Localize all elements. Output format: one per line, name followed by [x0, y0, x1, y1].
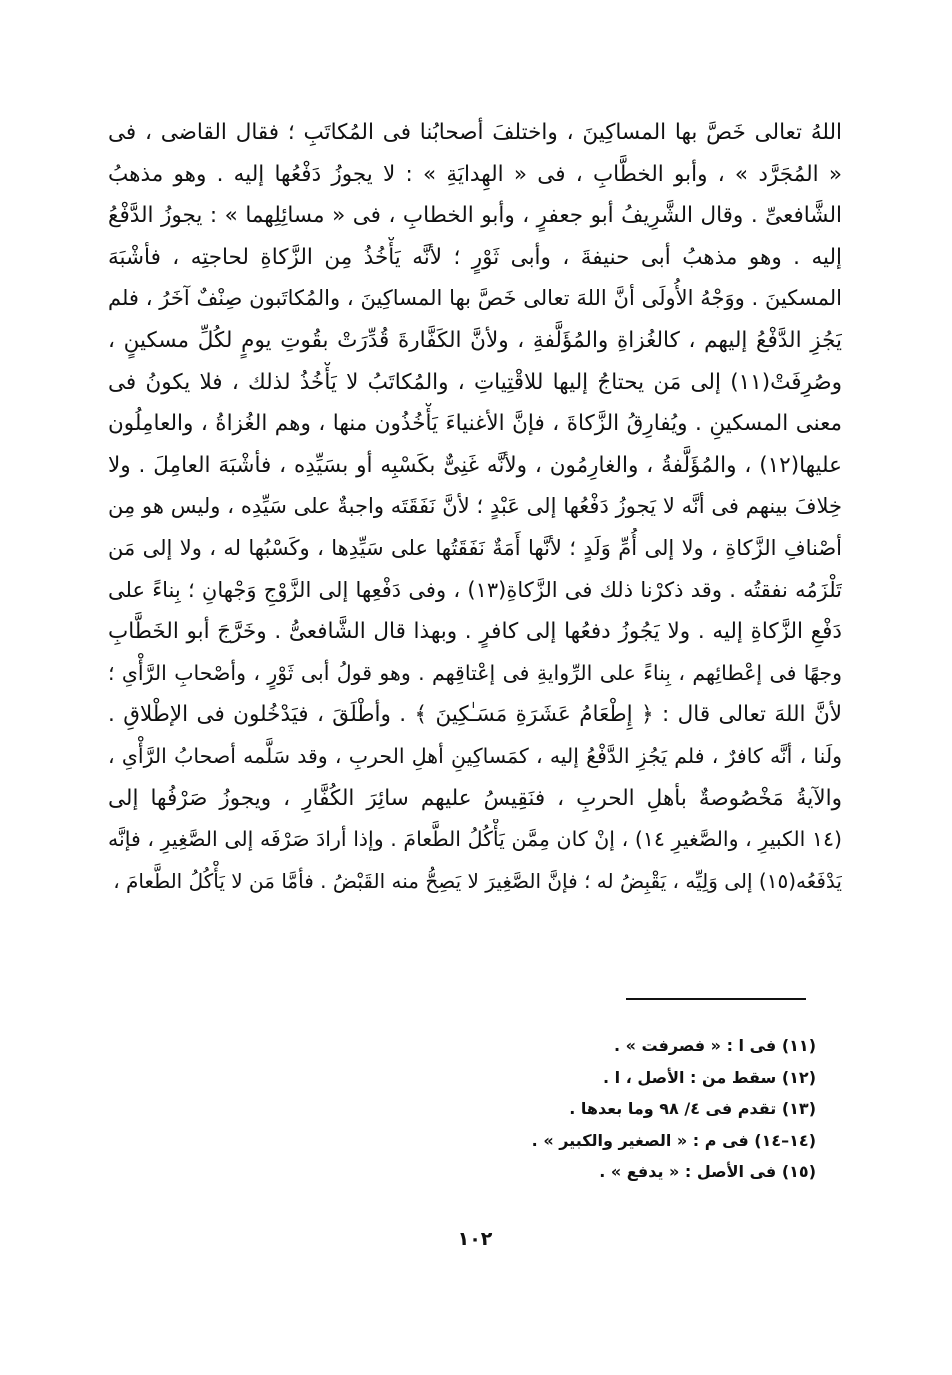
text-line: إليه . وهو مذهبُ أبى حنيفةَ ، وأبى ثَوْرٍ ؛ لأنَّه يَأْخُذُ مِن الزَّكاةِ لحاجتِه ، فأشْبَهَ: [108, 244, 842, 270]
footnote-separator: [626, 998, 806, 1000]
text-line: المسكينَ . ووَجْهُ الأُولَى أنَّ اللهَ تعالى خَصَّ بها المساكِينَ ، والمُكاتَبون صِنْفٌ آخَرُ ، فلم: [108, 286, 842, 311]
main-text-block: [108, 112, 842, 902]
text-line: اللهُ تعالى خَصَّ بها المساكِينَ ، واختلفَ أصحابُنا فى المُكاتَبِ ؛ فقال القاضى ، فى: [108, 120, 842, 145]
text-line: يَدْفَعُه(١٥) إلى وَلِيِّه ، يَقْبِضُ له ؛ فإنَّ الصَّغِيرَ لا يَصِحُّ منه القَبْضُ . فأمَّا مَن لا يَأْكُلُ الطَّعامَ ،: [113, 868, 842, 893]
footnote: (١٤–١٤) فى م : « الصغير والكبير » .: [531, 1130, 816, 1150]
text-line: وصُرِفَتْ(١١) إلى مَن يحتاجُ إليها للاقْتِياتِ ، والمُكاتَبُ لا يَأْخُذُ لذلك ، فلا يكونُ فى: [108, 369, 842, 395]
footnote: (١٥) فى الأصل : « يدفع » .: [599, 1162, 816, 1181]
text-line: « المُجَرَّد » ، وأبو الخطَّابِ ، فى « الهِدايَةِ » : لا يجوزُ دَفْعُها إليه . وهو مذهبُ: [108, 161, 842, 187]
text-line: تَلْزَمُه نفقتُه . وقد ذكرْنا ذلك فى الزَّكاةِ(١٣) ، وفى دَفْعِها إلى الزَّوْجِ وَجْهانِ ؛ بِناءً على: [108, 577, 842, 602]
text-line: يَجُزِ الدَّفْعُ إليهم ، كالغُزاةِ والمُؤَلَّفةِ ، ولأنَّ الكَفَّارةَ قُدِّرَتْ بقُوتِ يومٍ لكُلِّ مسكينٍ ،: [108, 327, 842, 353]
text-line: (١٤ الكبيرِ ، والصَّغيرِ ١٤) ، إنْ كان مِمَّن يَأْكُلُ الطَّعامَ . وإذا أرادَ صَرْفَه إلى الصَّغِيرِ ، فإنَّه: [108, 827, 842, 852]
page-number: ١٠٢: [457, 1228, 493, 1250]
footnotes-block: [256, 1030, 816, 1188]
text-line: عليها(١٢) ، والمُؤَلَّفةُ ، والغارِمُون ، ولأنَّه غَنِىٌّ بكَسْبِه أو بسَيِّدِه ، فأشْبَهَ العامِلَ . ولا: [108, 452, 842, 478]
footnote: (١٣) تقدم فى ٤/ ٩٨ وما بعدها .: [569, 1099, 816, 1118]
text-line: خِلافَ بينهم فى أنَّه لا يَجوزُ دَفْعُها إلى عَبْدٍ ؛ لأنَّ نَفَقَتَه واجبةٌ على سَيِّدِه ، وليس هو مِن: [108, 494, 842, 519]
text-line: ولَنا ، أنَّه كافرٌ ، فلم يَجُزِ الدَّفْعُ إليه ، كمَساكِينِ أهلِ الحربِ ، وقد سَلَّمه أصحابُ الرَّأْىِ ،: [108, 743, 842, 768]
text-line: لأنَّ اللهَ تعالى قال : ﴿ إِطْعَامُ عَشَرَةِ مَسَـٰكِينَ ﴾ . وأطْلَقَ ، فيَدْخُلون فى الإطْلاقِ .: [108, 702, 842, 728]
text-line: وجهًا فى إعْطائِهم ، بِناءً على الرِّوايةِ فى إعْتاقِهم . وهو قولُ أبى ثَوْرٍ ، وأصْحابِ الرَّأْىِ ؛: [108, 660, 842, 685]
text-line: معنى المسكينِ . ويُفارِقُ الزَّكاةَ ، فإنَّ الأغنياءَ يَأْخُذُون منها ، وهم الغُزاةُ ، والعامِلُون: [108, 411, 842, 437]
text-line: الشَّافعىِّ . وقال الشَّرِيفُ أبو جعفرٍ ، وأبو الخطابِ ، فى « مسائِلِهما » : يجوزُ الدَّفْعُ: [108, 203, 842, 229]
text-line: والآيةُ مَخْصُوصةٌ بأهلِ الحربِ ، فنَقِيسُ عليهم سائِرَ الكُفَّارِ ، ويجوزُ صَرْفُها إلى: [108, 785, 842, 811]
text-line: أصْنافِ الزَّكاةِ ، ولا إلى أُمِّ وَلَدٍ ؛ لأنَّها أَمَةٌ نَفَقَتُها على سَيِّدِها ، وكَسْبُها له ، ولا إلى مَن: [108, 535, 842, 560]
text-line: دَفْعِ الزَّكاةِ إليه . ولا يَجُوزُ دفعُها إلى كافرٍ . وبهذا قال الشَّافعىُّ . وخَرَّجَ أبو الخَطَّابِ: [108, 619, 842, 645]
footnote: (١٢) سقط من : الأصل ، ا .: [602, 1067, 816, 1087]
footnote: (١١) فى ا : « فصرفت » .: [613, 1036, 816, 1055]
